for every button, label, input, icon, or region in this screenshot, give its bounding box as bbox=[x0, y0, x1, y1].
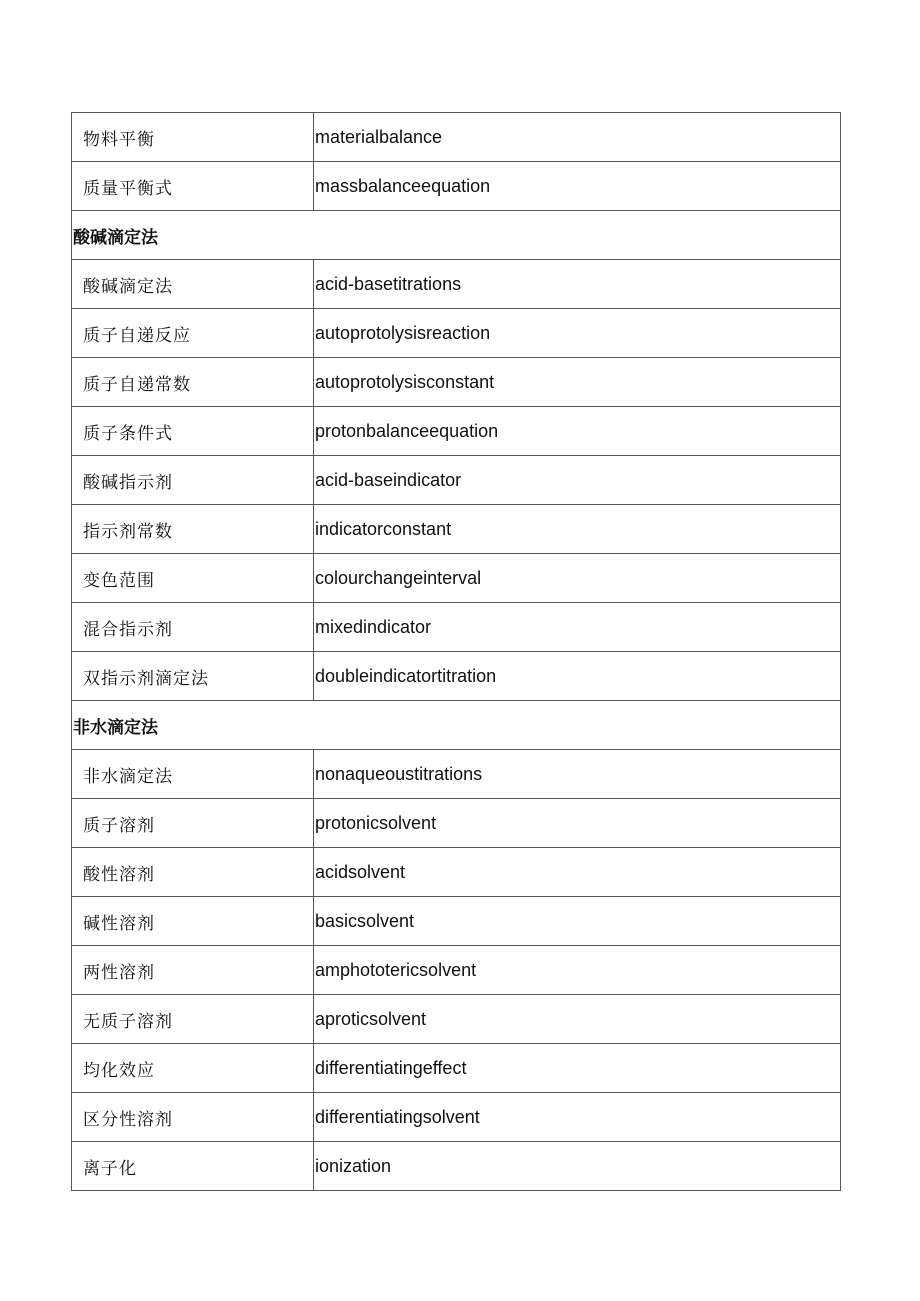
chinese-term-cell: 酸碱滴定法 bbox=[72, 260, 314, 309]
english-term-cell: acidsolvent bbox=[314, 848, 841, 897]
english-term-cell: nonaqueoustitrations bbox=[314, 750, 841, 799]
table-row bbox=[72, 456, 841, 505]
table-row bbox=[72, 358, 841, 407]
chinese-term-cell: 离子化 bbox=[72, 1142, 314, 1191]
chinese-term-cell: 物料平衡 bbox=[72, 113, 314, 162]
chinese-term-cell: 碱性溶剂 bbox=[72, 897, 314, 946]
chinese-term-cell: 指示剂常数 bbox=[72, 505, 314, 554]
glossary-table-body bbox=[72, 113, 841, 1191]
table-row bbox=[72, 554, 841, 603]
chinese-term-cell: 区分性溶剂 bbox=[72, 1093, 314, 1142]
english-term-cell: mixedindicator bbox=[314, 603, 841, 652]
english-term-cell: aproticsolvent bbox=[314, 995, 841, 1044]
table-row bbox=[72, 309, 841, 358]
chinese-term-cell: 酸碱指示剂 bbox=[72, 456, 314, 505]
chinese-term-cell: 双指示剂滴定法 bbox=[72, 652, 314, 701]
chinese-term-cell: 变色范围 bbox=[72, 554, 314, 603]
section-header-row bbox=[72, 701, 841, 750]
table-row bbox=[72, 799, 841, 848]
english-term-cell: ionization bbox=[314, 1142, 841, 1191]
table-row bbox=[72, 1044, 841, 1093]
english-term-cell: indicatorconstant bbox=[314, 505, 841, 554]
english-term-cell: protonicsolvent bbox=[314, 799, 841, 848]
chinese-term-cell: 非水滴定法 bbox=[72, 750, 314, 799]
table-row bbox=[72, 848, 841, 897]
english-term-cell: protonbalanceequation bbox=[314, 407, 841, 456]
table-row bbox=[72, 603, 841, 652]
chinese-term-cell: 酸性溶剂 bbox=[72, 848, 314, 897]
table-row bbox=[72, 162, 841, 211]
table-row bbox=[72, 750, 841, 799]
chinese-term-cell: 质量平衡式 bbox=[72, 162, 314, 211]
chinese-term-cell: 质子溶剂 bbox=[72, 799, 314, 848]
table-row bbox=[72, 407, 841, 456]
english-term-cell: acid-baseindicator bbox=[314, 456, 841, 505]
english-term-cell: differentiatingeffect bbox=[314, 1044, 841, 1093]
english-term-cell: differentiatingsolvent bbox=[314, 1093, 841, 1142]
section-title: 酸碱滴定法 bbox=[72, 211, 841, 260]
chinese-term-cell: 两性溶剂 bbox=[72, 946, 314, 995]
chinese-term-cell: 质子自递反应 bbox=[72, 309, 314, 358]
chinese-term-cell: 混合指示剂 bbox=[72, 603, 314, 652]
english-term-cell: autoprotolysisconstant bbox=[314, 358, 841, 407]
english-term-cell: autoprotolysisreaction bbox=[314, 309, 841, 358]
chinese-term-cell: 质子条件式 bbox=[72, 407, 314, 456]
table-row bbox=[72, 995, 841, 1044]
english-term-cell: massbalanceequation bbox=[314, 162, 841, 211]
english-term-cell: colourchangeinterval bbox=[314, 554, 841, 603]
english-term-cell: amphototericsolvent bbox=[314, 946, 841, 995]
glossary-table bbox=[71, 112, 841, 1191]
section-title: 非水滴定法 bbox=[72, 701, 841, 750]
table-row bbox=[72, 946, 841, 995]
table-row bbox=[72, 652, 841, 701]
table-row bbox=[72, 1142, 841, 1191]
table-row bbox=[72, 897, 841, 946]
table-row bbox=[72, 260, 841, 309]
section-header-row bbox=[72, 211, 841, 260]
english-term-cell: materialbalance bbox=[314, 113, 841, 162]
chinese-term-cell: 均化效应 bbox=[72, 1044, 314, 1093]
english-term-cell: doubleindicatortitration bbox=[314, 652, 841, 701]
table-row bbox=[72, 505, 841, 554]
table-row bbox=[72, 113, 841, 162]
english-term-cell: acid-basetitrations bbox=[314, 260, 841, 309]
chinese-term-cell: 无质子溶剂 bbox=[72, 995, 314, 1044]
english-term-cell: basicsolvent bbox=[314, 897, 841, 946]
table-row bbox=[72, 1093, 841, 1142]
chinese-term-cell: 质子自递常数 bbox=[72, 358, 314, 407]
